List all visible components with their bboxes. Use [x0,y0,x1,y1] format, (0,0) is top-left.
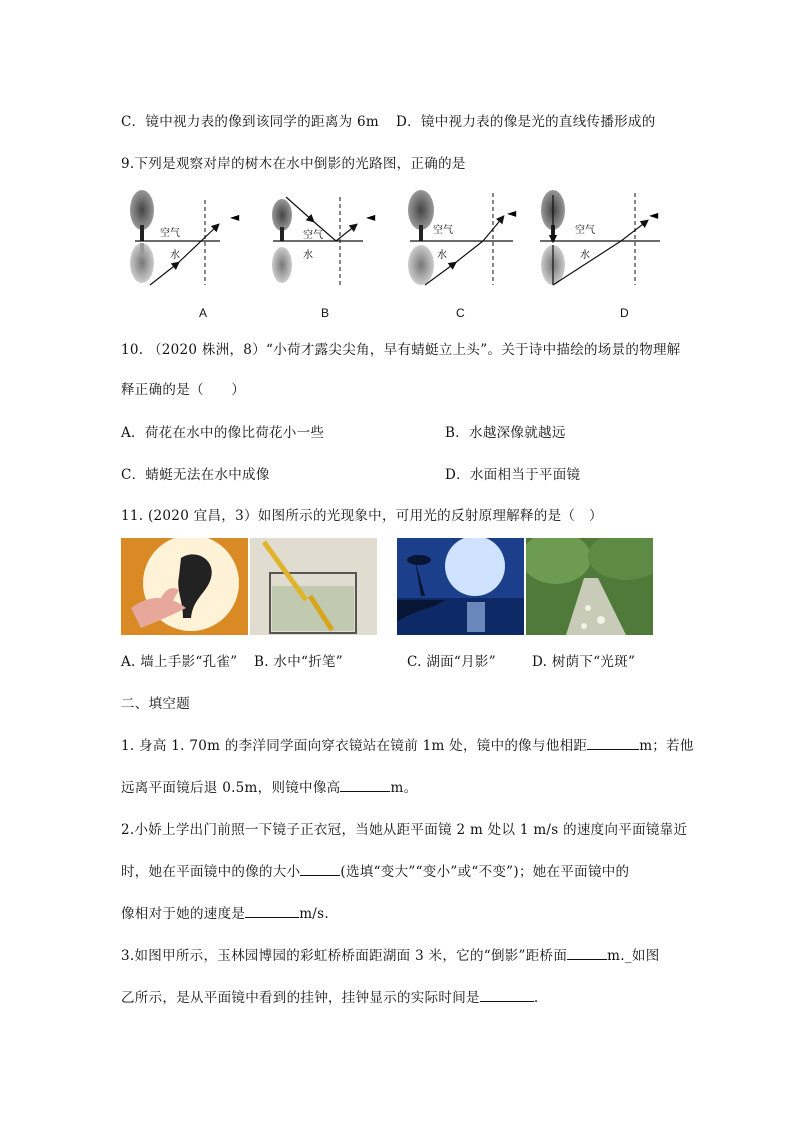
q10-option-d: D．水面相当于平面镜 [445,467,581,483]
photo-hand-shadow [121,538,248,635]
fill3-line1 [121,944,660,964]
eye-icon: ◄ [230,210,240,224]
fill2-line3 [121,902,329,922]
fill3-text-d: . [533,990,539,1006]
diagram-d [540,190,660,285]
tree-icon [408,190,434,285]
q11-caption-c: C. 湖面“月影” [407,654,496,670]
fill1-text-c: 远离平面镜后退 0.5m，则镜中像高 [121,780,341,796]
light-path-diagrams [120,185,680,300]
q9-stem: 9.下列是观察对岸的树木在水中倒影的光路图，正确的是 [121,156,466,172]
water-label: 水 [580,250,590,261]
answer-blank[interactable] [300,863,340,876]
q10-option-c: C．蜻蜓无法在水中成像 [121,467,270,483]
q11-stem: 11. (2020 宜昌，3）如图所示的光现象中，可用光的反射原理解释的是（ ） [121,508,603,524]
photo-bent-pencil [250,538,377,635]
eye-icon: ◄ [366,210,376,224]
answer-blank[interactable] [480,989,534,1002]
diagram-b [272,197,376,285]
fill2-line1: 2.小娇上学出门前照一下镜子正衣冠，当她从距平面镜 2 m 处以 1 m/s 的速度向平面镜靠近 [121,822,688,838]
q8-option-d: D．镜中视力表的像是光的直线传播形成的 [396,114,656,130]
diagram-label-c: C [456,306,465,320]
fill2-text-c: (选填“变大”“变小”或“不变”)；她在平面镜中的 [340,864,630,880]
q10-option-b: B．水越深像就越远 [445,425,566,441]
eye-icon: ◄ [507,206,517,220]
fill3-text-a: 3.如图甲所示，玉林园博园的彩虹桥桥面距湖面 3 米，它的“倒影”距桥面 [121,948,568,964]
q11-caption-b: B. 水中“折笔” [254,654,344,670]
air-label: 空气 [160,228,180,239]
water-label: 水 [170,250,180,261]
q8-option-c: C．镜中视力表的像到该同学的距离为 6m [121,114,380,130]
diagram-c [408,190,517,285]
answer-blank[interactable] [567,947,607,960]
fill1-text-d: m。 [390,780,418,796]
eye-icon: ◄ [649,208,659,222]
q11-caption-d: D. 树荫下“光斑” [532,654,636,670]
fill3-text-b: m._如图 [607,948,660,964]
photo-tree-shade [526,538,653,635]
answer-blank[interactable] [340,779,390,792]
fill3-text-c: 乙所示，是从平面镜中看到的挂钟，挂钟显示的实际时间是 [121,990,480,1006]
fill2-text-d: 像相对于她的速度是 [121,906,246,922]
fill2-line2 [121,860,629,880]
tree-icon [130,190,154,283]
air-label: 空气 [303,230,323,241]
fill1-text-b: m；若他 [639,738,694,754]
q11-caption-a: A. 墙上手影“孔雀” [121,654,238,670]
fill1-line2 [121,776,417,796]
diagram-a [130,190,240,285]
fill2-text-e: m/s. [299,906,329,922]
water-label: 水 [437,250,447,261]
answer-blank[interactable] [245,905,299,918]
fill3-line2 [121,986,538,1006]
air-label: 空气 [575,225,595,236]
diagram-label-b: B [321,306,330,320]
answer-blank[interactable] [587,737,639,750]
water-label: 水 [303,250,313,261]
q10-option-a: A．荷花在水中的像比荷花小一些 [121,425,325,441]
air-label: 空气 [433,225,453,236]
section-title-fill-in: 二、填空题 [121,696,190,712]
fill1-line1 [121,734,694,754]
q10-stem-line1: 10. （2020 株洲，8）“小荷才露尖尖角，早有蜻蜓立上头”。关于诗中描绘的场景的物理解 [121,342,681,358]
fill2-text-b: 时，她在平面镜中的像的大小 [121,864,301,880]
photo-moon-reflection [397,538,524,635]
q10-stem-line2: 释正确的是（ ） [121,382,246,398]
diagram-label-a: A [199,306,208,320]
fill1-text-a: 1. 身高 1. 70m 的李洋同学面向穿衣镜站在镜前 1m 处，镜中的像与他相距 [121,738,588,754]
diagram-label-d: D [620,306,629,320]
